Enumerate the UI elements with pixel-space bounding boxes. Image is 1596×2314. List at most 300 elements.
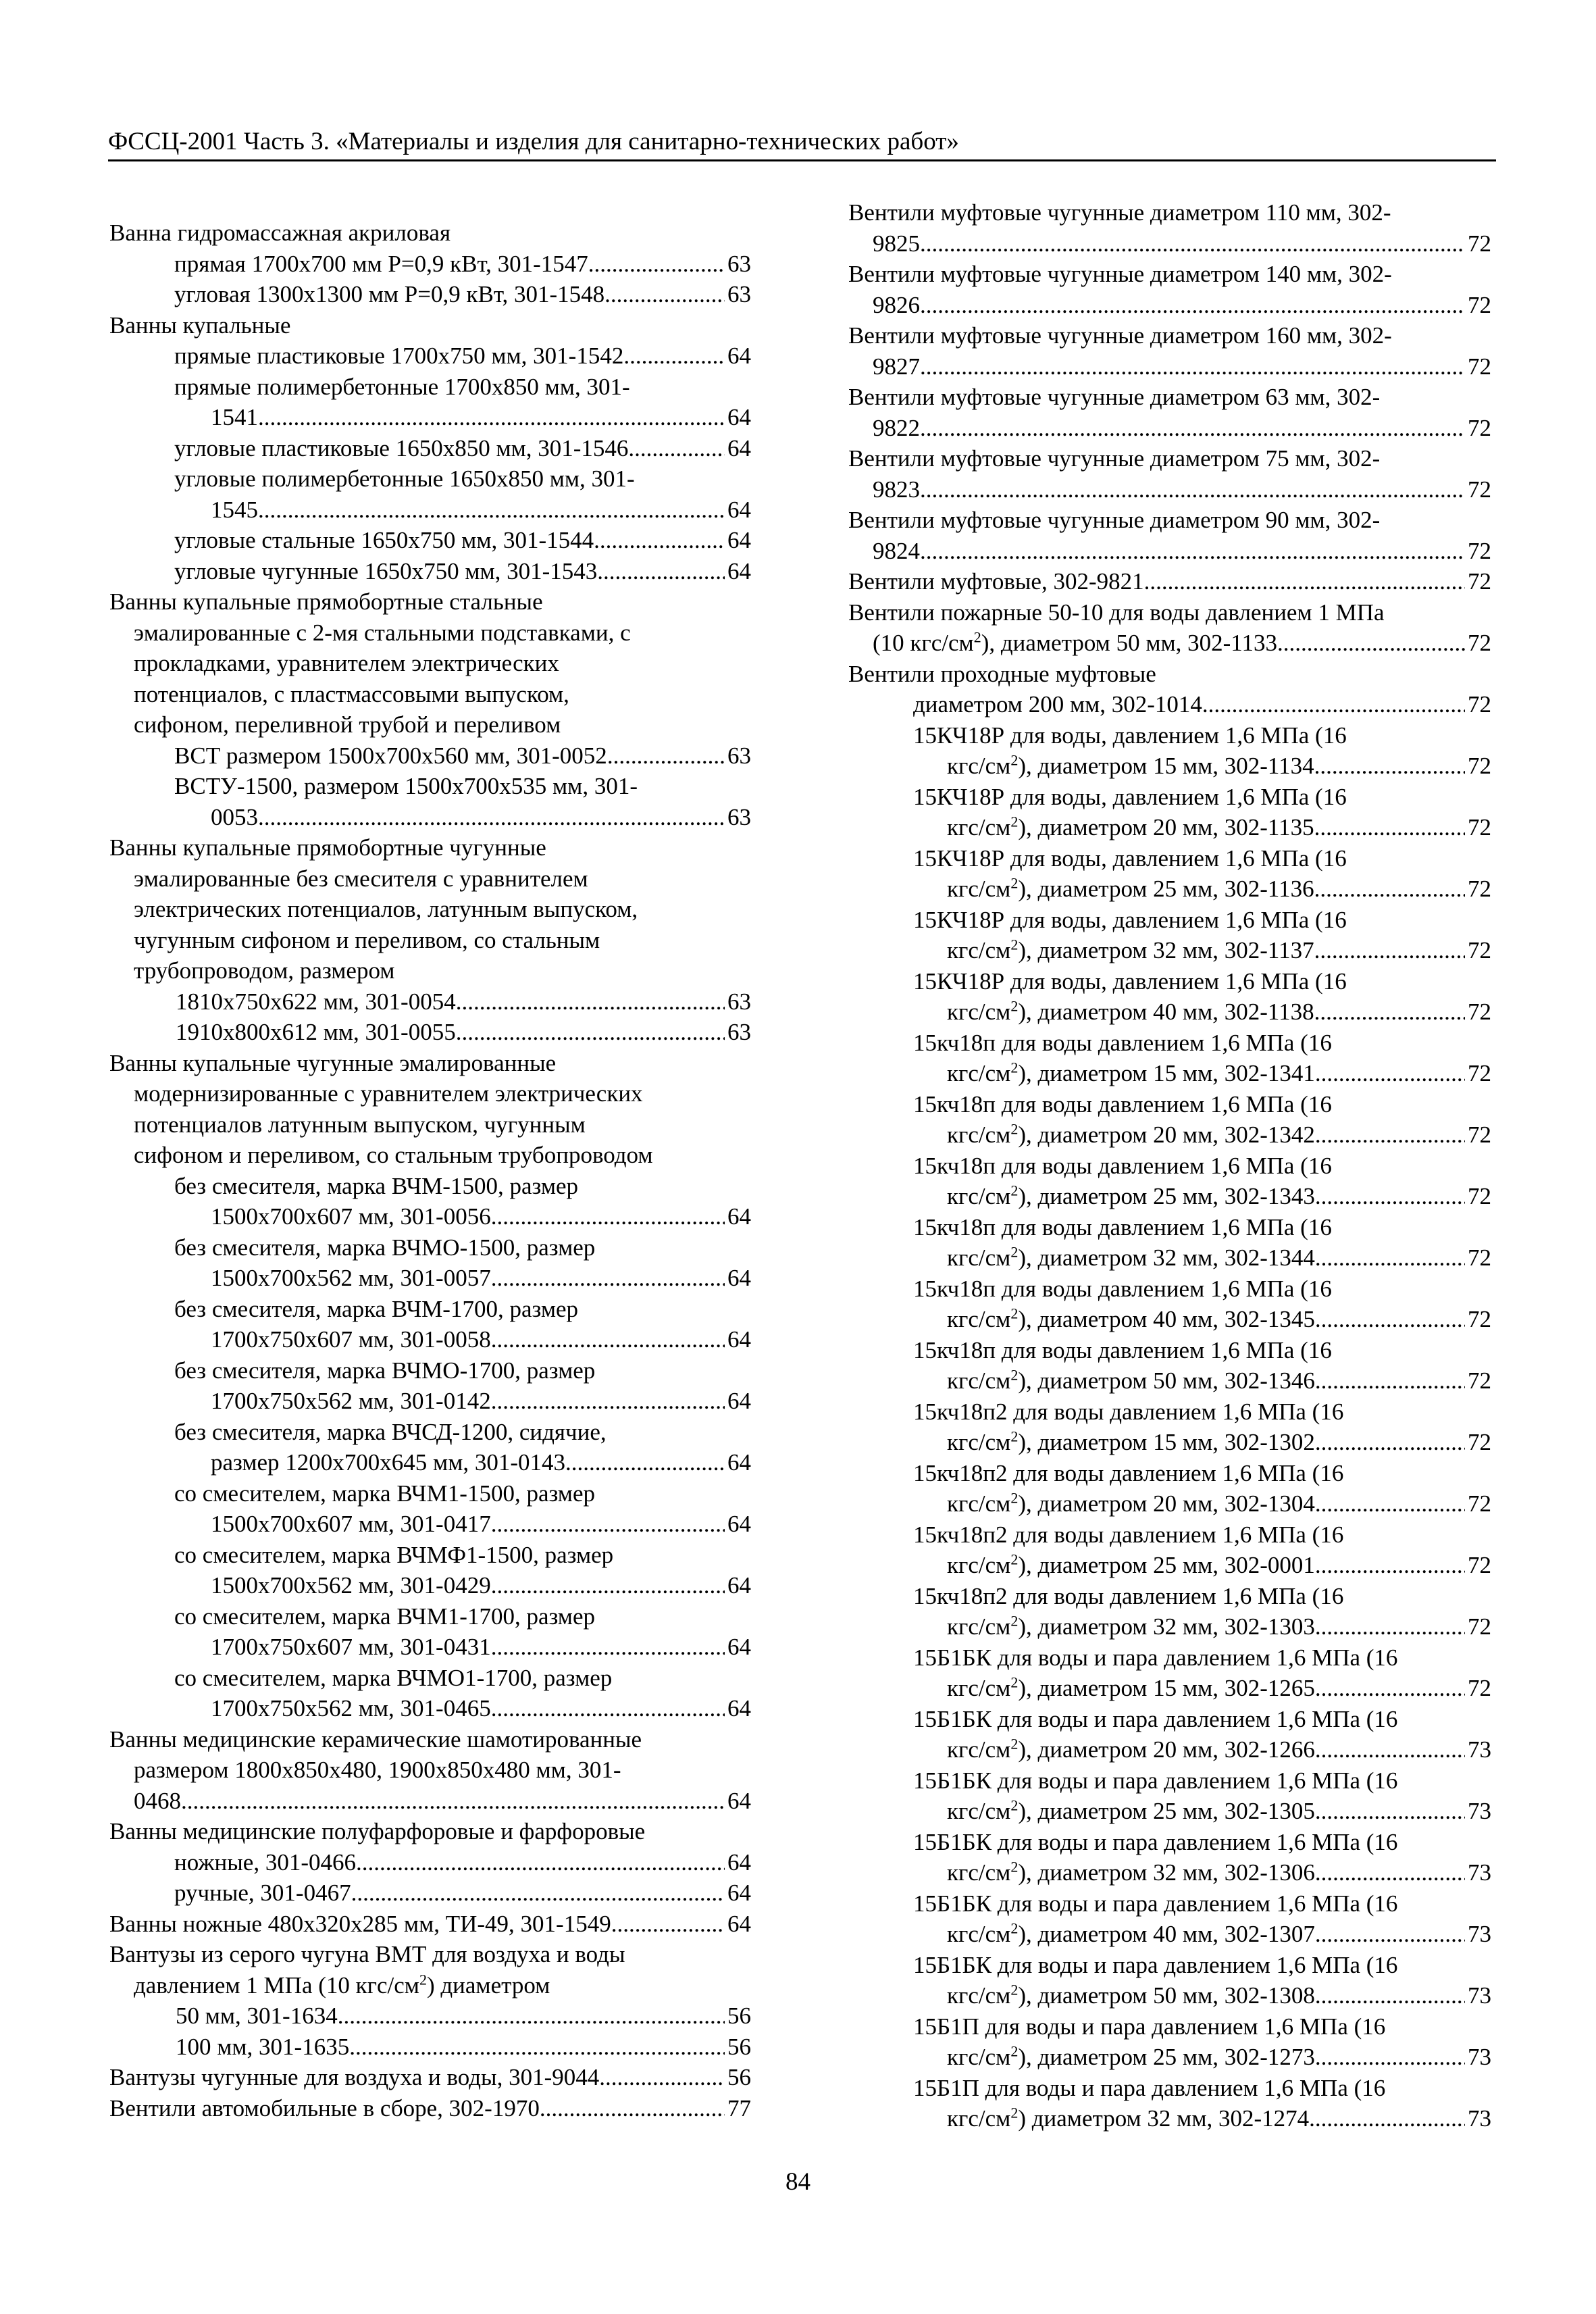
- superscript: 2: [419, 1970, 427, 1988]
- page-ref: 73: [1468, 1921, 1491, 1947]
- valve-item-line2: [848, 1796, 1491, 1827]
- entry-text: без смесителя, марка ВЧСД-1200, сидячие,: [174, 1418, 607, 1445]
- page-ref: 73: [1468, 1736, 1491, 1763]
- index-subentry: [848, 689, 1491, 720]
- valve-item-line1: 15Б1П для воды и пара давлением 1,6 МПа (16: [913, 2074, 1386, 2101]
- page-ref: 72: [1468, 753, 1491, 779]
- entry-text-part: ), диаметром 15 мм, 302-1265: [1018, 1675, 1315, 1701]
- entry-text: [947, 1304, 1315, 1335]
- page-ref: 64: [727, 496, 751, 523]
- index-entry: [848, 351, 1491, 382]
- page-ref: 72: [1468, 1060, 1491, 1086]
- page-ref: 77: [727, 2094, 751, 2121]
- entry-text: Вентили автомобильные в сборе, 302-1970: [109, 2094, 540, 2121]
- page-ref: 72: [1468, 1122, 1491, 1148]
- index-subentry: [109, 740, 751, 772]
- valve-item-line1: 15Б1БК для воды и пара давлением 1,6 МПа (16: [913, 1705, 1398, 1732]
- superscript: 2: [1010, 1243, 1019, 1261]
- superscript: 2: [1010, 1919, 1019, 1937]
- entry-text: трубопроводом, размером: [134, 957, 395, 984]
- valve-item-line2: [848, 1058, 1491, 1089]
- entry-text: без смесителя, марка ВЧМ-1700, размер: [174, 1295, 579, 1322]
- valve-item-line2: [848, 751, 1491, 782]
- entry-text: 1500х700х562 мм, 301-0057: [211, 1265, 491, 1291]
- index-entry: [848, 290, 1491, 321]
- entry-text: [947, 935, 1314, 966]
- valve-item-line1: 15Б1БК для воды и пара давлением 1,6 МПа (16: [913, 1951, 1398, 1978]
- entry-text: 100 мм, 301-1635: [176, 2033, 350, 2060]
- page-ref: 64: [727, 557, 751, 584]
- entry-text: Ванны ножные 480х320х285 мм, ТИ-49, 301-1549: [109, 1910, 611, 1937]
- page-ref: 64: [727, 1265, 751, 1291]
- valve-item-line2: [848, 1242, 1491, 1274]
- entry-text: [947, 1919, 1315, 1950]
- valve-item-line2: [848, 935, 1491, 966]
- index-subentry: [109, 1786, 751, 1817]
- entry-text-part: ), диаметром 25 мм, 302-0001: [1018, 1552, 1315, 1578]
- page-ref: 64: [727, 1203, 751, 1230]
- page-ref: 72: [1468, 999, 1491, 1025]
- superscript: 2: [1010, 874, 1019, 892]
- entry-text: диаметром 200 мм, 302-1014: [913, 691, 1202, 718]
- index-subentry: [109, 2032, 751, 2063]
- index-entry-heading: Вантузы из серого чугуна ВМТ для воздуха и воды: [109, 1941, 625, 1967]
- valve-item-line2: [848, 1120, 1491, 1151]
- entry-text: [947, 1365, 1315, 1397]
- valve-item-line2: [848, 1304, 1491, 1335]
- valve-item-line2: [848, 1919, 1491, 1950]
- entry-text-part: ), диаметром 20 мм, 302-1304: [1018, 1490, 1315, 1517]
- page-ref: 72: [1468, 476, 1491, 503]
- page-ref: 72: [1468, 876, 1491, 902]
- entry-text: Вентили муфтовые чугунные диаметром 110 мм, 302-: [848, 199, 1391, 226]
- entry-text: угловые чугунные 1650х750 мм, 301-1543: [174, 557, 598, 584]
- entry-text-part: ), диаметром 40 мм, 302-1307: [1018, 1921, 1315, 1947]
- entry-text-part: ), диаметром 20 мм, 302-1342: [1018, 1122, 1315, 1148]
- entry-text: со смесителем, марка ВЧМФ1-1500, размер: [174, 1541, 614, 1568]
- entry-text-part: ), диаметром 15 мм, 302-1302: [1018, 1429, 1315, 1455]
- entry-text: 9822: [873, 414, 920, 441]
- entry-text-part: кгс/см: [947, 1552, 1011, 1578]
- page-ref: 64: [727, 404, 751, 430]
- entry-text: [947, 1611, 1315, 1642]
- page-ref: 63: [727, 803, 751, 830]
- page-ref: 64: [727, 1910, 751, 1937]
- page-ref: 72: [1468, 1552, 1491, 1578]
- entry-text-part: ) диаметром 32 мм, 302-1274: [1018, 2105, 1310, 2132]
- superscript: 2: [1010, 1551, 1019, 1568]
- valve-item-line1: 15кч18п для воды давлением 1,6 МПа (16: [913, 1336, 1332, 1363]
- entry-text-part: кгс/см: [947, 1367, 1011, 1394]
- entry-text: [947, 2103, 1309, 2134]
- entry-text: [109, 1970, 751, 2001]
- valve-item-line2: [848, 1611, 1491, 1642]
- entry-text-part: ), диаметром 40 мм, 302-1345: [1018, 1306, 1315, 1332]
- superscript: 2: [1010, 1735, 1019, 1753]
- entry-text: [947, 1058, 1315, 1089]
- index-subentry: [109, 1847, 751, 1878]
- index-subentry: [109, 1201, 751, 1232]
- entry-text: прямая 1700х700 мм Р=0,9 кВт, 301-1547: [174, 250, 588, 277]
- entry-text-part: ), диаметром 50 мм, 302-1346: [1018, 1367, 1315, 1394]
- entry-text: эмалированные без смесителя с уравнителем: [134, 865, 588, 892]
- entry-text-part: ), диаметром 40 мм, 302-1138: [1018, 999, 1314, 1025]
- entry-text-part: ), диаметром 32 мм, 302-1344: [1018, 1244, 1315, 1271]
- entry-text-part: кгс/см: [947, 2105, 1011, 2132]
- page-ref: 72: [1468, 537, 1491, 564]
- entry-text-part: ), диаметром 32 мм, 302-1303: [1018, 1613, 1315, 1640]
- entry-text: со смесителем, марка ВЧМ1-1700, размер: [174, 1603, 595, 1630]
- index-entry-heading: Ванны купальные: [109, 311, 291, 338]
- entry-text: прямые полимербетонные 1700х850 мм, 301-: [174, 373, 630, 400]
- entry-text: ручные, 301-0467: [174, 1880, 351, 1906]
- entry-text: 1700х750х562 мм, 301-0465: [211, 1695, 491, 1721]
- valve-item-line2: [848, 1550, 1491, 1581]
- entry-text: без смесителя, марка ВЧМО-1700, размер: [174, 1357, 596, 1384]
- valve-item-line2: [848, 874, 1491, 905]
- index-subentry: [109, 279, 751, 310]
- entry-text-part: ), диаметром 25 мм, 302-1305: [1018, 1798, 1315, 1824]
- entry-text: сифоном, переливной трубой и переливом: [134, 711, 561, 738]
- valve-item-line1: 15Б1БК для воды и пара давлением 1,6 МПа (16: [913, 1644, 1398, 1671]
- valve-item-line2: [848, 1181, 1491, 1212]
- page-ref: 72: [1468, 937, 1491, 963]
- entry-text: 9823: [873, 476, 920, 503]
- superscript: 2: [973, 628, 981, 646]
- page-ref: 72: [1468, 630, 1491, 656]
- page-ref: 64: [727, 1848, 751, 1876]
- entry-text-part: кгс/см: [947, 2044, 1011, 2070]
- entry-text: 9827: [873, 353, 920, 380]
- entry-text-part: ), диаметром 25 мм, 302-1343: [1018, 1183, 1315, 1209]
- page-ref: 63: [727, 988, 751, 1015]
- entry-text-part: кгс/см: [947, 1490, 1011, 1517]
- page-header: ФССЦ-2001 Часть 3. «Материалы и изделия для санитарно-технических работ»: [108, 127, 1496, 161]
- entry-text: 1700х750х607 мм, 301-0431: [211, 1634, 491, 1660]
- superscript: 2: [1010, 936, 1019, 953]
- entry-text: 9824: [873, 537, 920, 564]
- entry-text-part: кгс/см: [947, 1060, 1011, 1086]
- page-ref: 63: [727, 281, 751, 307]
- valve-item-line1: 15кч18п для воды давлением 1,6 МПа (16: [913, 1029, 1332, 1056]
- valve-item-line2: [848, 812, 1491, 843]
- page-ref: 64: [727, 527, 751, 553]
- entry-text: [873, 628, 1277, 659]
- index-entry: [848, 413, 1491, 444]
- page-ref: 63: [727, 742, 751, 769]
- entry-text: 0053: [211, 803, 258, 830]
- page-ref: 73: [1468, 1798, 1491, 1824]
- entry-text: угловая 1300х1300 мм Р=0,9 кВт, 301-1548: [174, 281, 605, 307]
- index-subentry: [109, 556, 751, 587]
- valve-item-line1: 15Б1БК для воды и пара давлением 1,6 МПа (16: [913, 1828, 1398, 1855]
- entry-text: угловые стальные 1650х750 мм, 301-1544: [174, 527, 594, 553]
- superscript: 2: [1010, 1182, 1019, 1199]
- valve-item-line1: 15кч18п для воды давлением 1,6 МПа (16: [913, 1090, 1332, 1117]
- entry-text-part: кгс/см: [947, 1798, 1011, 1824]
- index-entry-heading: Ванны медицинские полуфарфоровые и фарфоровые: [109, 1818, 646, 1844]
- entry-text-part: кгс/см: [947, 999, 1011, 1025]
- page-ref: 64: [727, 434, 751, 461]
- superscript: 2: [1010, 1059, 1019, 1076]
- superscript: 2: [1010, 2042, 1019, 2060]
- entry-text: [947, 812, 1314, 843]
- entry-text-part: кгс/см: [947, 1183, 1011, 1209]
- entry-text-part: кгс/см: [947, 876, 1011, 902]
- page-ref: 64: [727, 1388, 751, 1414]
- page-ref: 64: [727, 1449, 751, 1476]
- entry-text-part: ), диаметром 15 мм, 302-1341: [1018, 1060, 1315, 1086]
- index-column-right: [848, 197, 1491, 2134]
- entry-text: [947, 1181, 1315, 1212]
- valve-item-list: [848, 720, 1491, 2134]
- page-ref: 72: [1468, 814, 1491, 840]
- index-entry: [109, 2062, 751, 2093]
- valve-item-line1: 15кч18п2 для воды давлением 1,6 МПа (16: [913, 1398, 1344, 1425]
- entry-text: без смесителя, марка ВЧМ-1500, размер: [174, 1172, 579, 1199]
- entry-text-part: кгс/см: [947, 1736, 1011, 1763]
- entry-text: 1545: [211, 496, 258, 523]
- valve-item-line1: 15кч18п2 для воды давлением 1,6 МПа (16: [913, 1521, 1344, 1548]
- entry-text: 1810х750х622 мм, 301-0054: [176, 988, 456, 1015]
- entry-text: [947, 751, 1314, 782]
- entry-text: [947, 2042, 1315, 2073]
- superscript: 2: [1010, 1612, 1019, 1630]
- entry-text: [947, 997, 1314, 1028]
- entry-text-part: кгс/см: [947, 1613, 1011, 1640]
- valve-item-line2: [848, 1980, 1491, 2011]
- superscript: 2: [1010, 1305, 1019, 1322]
- entry-text: [947, 1120, 1315, 1151]
- page-ref: 72: [1468, 691, 1491, 718]
- entry-text: со смесителем, марка ВЧМ1-1500, размер: [174, 1480, 595, 1507]
- entry-text-part: ), диаметром 50 мм, 302-1133: [981, 630, 1277, 656]
- entry-text: 1700х750х607 мм, 301-0058: [211, 1326, 491, 1353]
- entry-text: Вантузы чугунные для воздуха и воды, 301-9044: [109, 2064, 600, 2090]
- entry-text-part: кгс/см: [947, 753, 1011, 779]
- entry-text-part: ), диаметром 20 мм, 302-1266: [1018, 1736, 1315, 1763]
- index-subentry: [109, 1447, 751, 1478]
- entry-text: 1500х700х607 мм, 301-0417: [211, 1511, 491, 1537]
- index-subentry: [109, 1386, 751, 1417]
- index-subentry: [109, 433, 751, 464]
- valve-item-line1: 15Б1БК для воды и пара давлением 1,6 МПа (16: [913, 1890, 1398, 1917]
- entry-text-part: (10 кгс/см: [873, 630, 974, 656]
- entry-text-part: кгс/см: [947, 1921, 1011, 1947]
- page-ref: 72: [1468, 1675, 1491, 1701]
- superscript: 2: [1010, 1796, 1019, 1814]
- entry-text: Вентили муфтовые чугунные диаметром 160 мм, 302-: [848, 322, 1392, 349]
- valve-item-line2: [848, 1427, 1491, 1458]
- page-ref: 72: [1468, 1613, 1491, 1640]
- index-entry-heading: Ванны купальные прямобортные стальные: [109, 588, 543, 615]
- page-ref: 73: [1468, 2044, 1491, 2070]
- valve-item-line2: [848, 1857, 1491, 1888]
- page-ref: 72: [1468, 1244, 1491, 1271]
- index-subentry: [109, 1632, 751, 1663]
- page-ref: 72: [1468, 230, 1491, 257]
- index-subentry: [109, 1263, 751, 1294]
- index-entry: [848, 474, 1491, 505]
- entry-text: угловые полимербетонные 1650х850 мм, 301-: [174, 466, 635, 492]
- valve-item-line1: 15КЧ18Р для воды, давлением 1,6 МПа (16: [913, 783, 1347, 810]
- superscript: 2: [1010, 1674, 1019, 1691]
- entry-text-part: кгс/см: [947, 1122, 1011, 1148]
- index-subentry: [109, 1693, 751, 1724]
- valve-item-line2: [848, 2103, 1491, 2134]
- page-ref: 72: [1468, 291, 1491, 318]
- page-ref: 63: [727, 1019, 751, 1045]
- index-entry-heading: Ванны медицинские керамические шамотированные: [109, 1726, 642, 1753]
- entry-text: потенциалов латунным выпуском, чугунным: [134, 1111, 586, 1138]
- entry-text: [947, 1796, 1315, 1827]
- entry-text: прокладками, уравнителем электрических: [134, 650, 559, 676]
- index-subentry: [109, 802, 751, 833]
- index-subentry: [109, 2001, 751, 2032]
- entry-text-part: ), диаметром 32 мм, 302-1137: [1018, 937, 1314, 963]
- valve-item-line1: 15Б1П для воды и пара давлением 1,6 МПа (16: [913, 2013, 1386, 2040]
- valve-item-line2: [848, 1734, 1491, 1765]
- superscript: 2: [1010, 1489, 1019, 1507]
- superscript: 2: [1010, 2104, 1019, 2121]
- index-subentry: [109, 1017, 751, 1048]
- entry-text-part: кгс/см: [947, 1244, 1011, 1271]
- entry-text: [947, 1980, 1315, 2011]
- entry-text-part: ), диаметром 50 мм, 302-1308: [1018, 1982, 1315, 2009]
- page-ref: 64: [727, 343, 751, 369]
- entry-text: размером 1800х850х480, 1900х850х480 мм, 301-: [134, 1757, 621, 1783]
- entry-text-part: кгс/см: [947, 1429, 1011, 1455]
- entry-text: Вентили муфтовые чугунные диаметром 63 мм, 302-: [848, 384, 1381, 410]
- index-entry: [848, 628, 1491, 659]
- entry-text-part: ), диаметром 25 мм, 302-1273: [1018, 2044, 1315, 2070]
- entry-text-part: ), диаметром 20 мм, 302-1135: [1018, 814, 1314, 840]
- entry-text: сифоном и переливом, со стальным трубопроводом: [134, 1142, 653, 1168]
- superscript: 2: [1010, 1981, 1019, 1998]
- entry-text: [947, 874, 1314, 905]
- page-ref: 72: [1468, 414, 1491, 441]
- index-subentry: [109, 1878, 751, 1909]
- entry-text: чугунным сифоном и переливом, со стальным: [134, 926, 600, 953]
- entry-text: 50 мм, 301-1634: [176, 2003, 338, 2029]
- index-subentry: [109, 402, 751, 433]
- superscript: 2: [1010, 1428, 1019, 1445]
- valve-item-line2: [848, 1488, 1491, 1519]
- entry-text: прямые пластиковые 1700х750 мм, 301-1542: [174, 343, 624, 369]
- page-ref: 72: [1468, 1429, 1491, 1455]
- valve-item-line1: 15кч18п для воды давлением 1,6 МПа (16: [913, 1152, 1332, 1179]
- index-subentry: [109, 525, 751, 556]
- index-subentry: [109, 986, 751, 1017]
- valve-item-line1: 15кч18п2 для воды давлением 1,6 МПа (16: [913, 1459, 1344, 1486]
- page-ref: 56: [727, 2033, 751, 2060]
- entry-text-part: кгс/см: [947, 1982, 1011, 2009]
- page-ref: 72: [1468, 1306, 1491, 1332]
- index-subentry: [109, 249, 751, 280]
- entry-text: эмалированные с 2-мя стальными подставками, с: [134, 619, 631, 646]
- entry-text: угловые пластиковые 1650х850 мм, 301-1546: [174, 434, 629, 461]
- index-entry-heading: Ванны купальные прямобортные чугунные: [109, 834, 546, 861]
- valve-item-line1: 15кч18п для воды давлением 1,6 МПа (16: [913, 1275, 1332, 1302]
- page-ref: 72: [1468, 1183, 1491, 1209]
- index-entry-heading: Ванна гидромассажная акриловая: [109, 220, 451, 246]
- entry-text-part: ) диаметром: [426, 1971, 550, 1998]
- page-ref: 73: [1468, 1982, 1491, 2009]
- entry-text: 9825: [873, 230, 920, 257]
- index-subentry: [109, 1509, 751, 1540]
- entry-text: ВСТУ-1500, размером 1500х700х535 мм, 301-: [174, 773, 638, 799]
- valve-item-line2: [848, 1673, 1491, 1704]
- entry-text: 1500х700х562 мм, 301-0429: [211, 1572, 491, 1599]
- valve-item-line1: 15КЧ18Р для воды, давлением 1,6 МПа (16: [913, 967, 1347, 995]
- entry-text-part: кгс/см: [947, 1859, 1011, 1886]
- entry-text-part: ), диаметром 32 мм, 302-1306: [1018, 1859, 1315, 1886]
- valve-item-line2: [848, 997, 1491, 1028]
- entry-text-part: кгс/см: [947, 937, 1011, 963]
- entry-text: электрических потенциалов, латунным выпуском,: [134, 896, 638, 922]
- index-entry-heading: Ванны купальные чугунные эмалированные: [109, 1049, 557, 1076]
- valve-item-line1: 15Б1БК для воды и пара давлением 1,6 МПа (16: [913, 1767, 1398, 1794]
- valve-item-line2: [848, 1365, 1491, 1397]
- superscript: 2: [1010, 1858, 1019, 1876]
- index-entry-heading: Вентили проходные муфтовые: [848, 660, 1156, 687]
- entry-text: 1500х700х607 мм, 301-0056: [211, 1203, 491, 1230]
- page-ref: 72: [1468, 1490, 1491, 1517]
- entry-text-part: кгс/см: [947, 1675, 1011, 1701]
- page-ref: 64: [727, 1634, 751, 1660]
- index-subentry: [109, 495, 751, 526]
- entry-text: без смесителя, марка ВЧМО-1500, размер: [174, 1234, 596, 1261]
- entry-text: [947, 1857, 1315, 1888]
- index-entry: [109, 1909, 751, 1940]
- page-ref: 64: [727, 1695, 751, 1721]
- entry-text: [947, 1673, 1315, 1704]
- page-ref: 73: [1468, 2105, 1491, 2132]
- page-ref: 72: [1468, 568, 1491, 595]
- entry-text: потенциалов, с пластмассовыми выпуском,: [134, 680, 569, 707]
- valve-item-line1: 15кч18п для воды давлением 1,6 МПа (16: [913, 1213, 1332, 1240]
- entry-text: [947, 1734, 1315, 1765]
- page-ref: 64: [727, 1787, 751, 1814]
- page-ref: 64: [727, 1326, 751, 1353]
- index-subentry: [109, 1324, 751, 1355]
- index-column-left: [109, 218, 751, 2123]
- entry-text-part: кгс/см: [947, 814, 1011, 840]
- valve-item-line1: 15кч18п2 для воды давлением 1,6 МПа (16: [913, 1582, 1344, 1609]
- entry-text: размер 1200х700х645 мм, 301-0143: [211, 1449, 565, 1476]
- entry-text: 1700х750х562 мм, 301-0142: [211, 1388, 491, 1414]
- page-number: 84: [786, 2168, 810, 2196]
- entry-text: [947, 1488, 1315, 1519]
- page-ref: 64: [727, 1572, 751, 1599]
- index-subentry: [109, 341, 751, 372]
- entry-text-part: кгс/см: [947, 1306, 1011, 1332]
- index-entry: [109, 2093, 751, 2124]
- entry-text: модернизированные с уравнителем электрических: [134, 1080, 643, 1107]
- valve-item-line1: 15КЧ18Р для воды, давлением 1,6 МПа (16: [913, 906, 1347, 933]
- superscript: 2: [1010, 813, 1019, 830]
- entry-text-part: давлением 1 МПа (10 кгс/см: [134, 1971, 419, 1998]
- superscript: 2: [1010, 1366, 1019, 1384]
- entry-text: ВСТ размером 1500х700х560 мм, 301-0052: [174, 742, 607, 769]
- page-ref: 63: [727, 250, 751, 277]
- entry-text: 9826: [873, 291, 920, 318]
- entry-text: Вентили муфтовые чугунные диаметром 75 мм, 302-: [848, 445, 1381, 472]
- entry-text: [947, 1427, 1315, 1458]
- entry-text: Вентили муфтовые чугунные диаметром 90 мм, 302-: [848, 507, 1381, 533]
- entry-text: со смесителем, марка ВЧМО1-1700, размер: [174, 1664, 613, 1691]
- entry-text: [947, 1242, 1315, 1274]
